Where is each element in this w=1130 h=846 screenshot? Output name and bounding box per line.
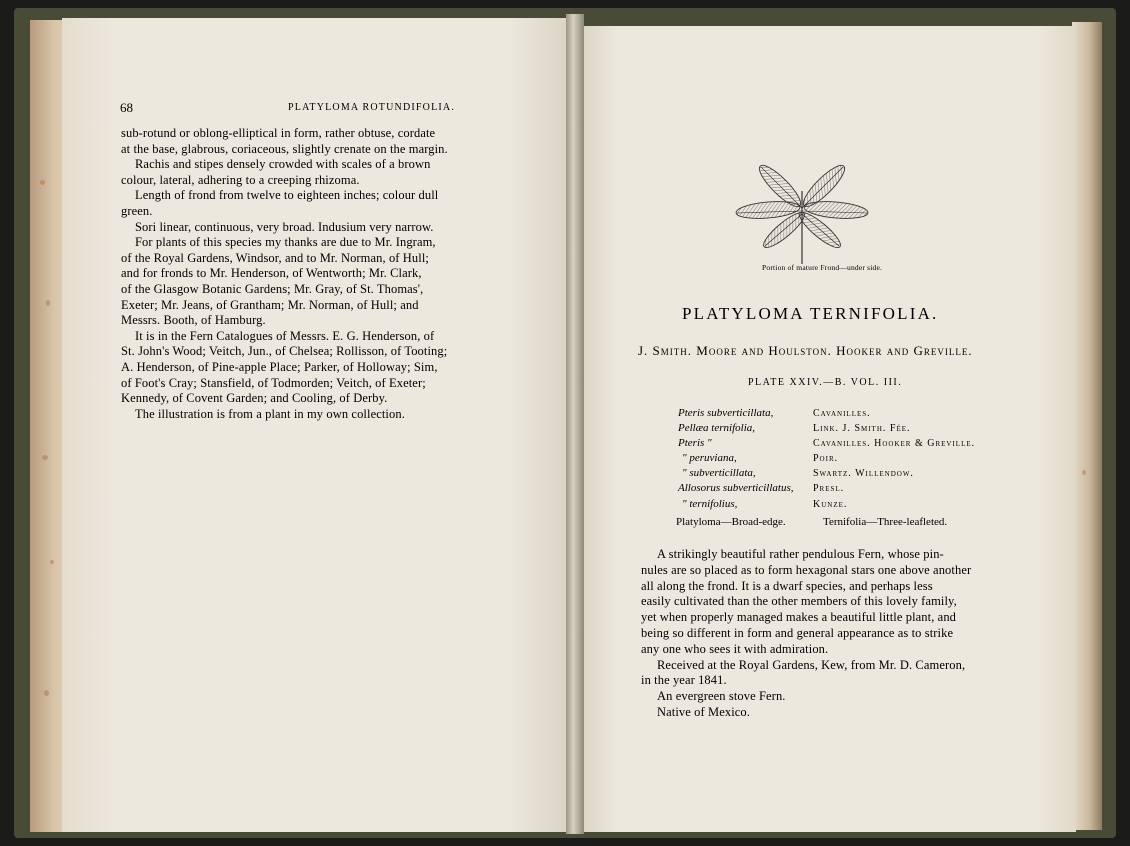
- page-title: PLATYLOMA TERNIFOLIA.: [682, 304, 939, 323]
- synonym-name: " ternifolius,: [682, 497, 738, 510]
- synonym-authority: Poir.: [813, 453, 839, 465]
- synonym-authority: Swartz. Willendow.: [813, 468, 914, 480]
- foxing-spot: [40, 180, 45, 185]
- synonym-name: Pteris ": [678, 437, 712, 450]
- fern-frond-illustration: [732, 156, 872, 266]
- right-page-edges: [1072, 22, 1102, 830]
- synonyms-names: [678, 406, 794, 512]
- text-line: An evergreen stove Fern.: [657, 689, 786, 704]
- synonym-authority: Link. J. Smith. Fée.: [813, 423, 911, 435]
- text-line: of the Royal Gardens, Windsor, and to Mr. Norman, of Hull;: [121, 250, 429, 265]
- text-line: in the year 1841.: [641, 673, 727, 688]
- left-page-text: [121, 126, 448, 422]
- text-line: colour, lateral, adhering to a creeping rhizoma.: [121, 172, 360, 187]
- authors-line: J. Smith. Moore and Houlston. Hooker and Greville.: [638, 343, 973, 358]
- synonyms-authorities: [813, 406, 975, 512]
- text-line: Rachis and stipes densely crowded with scales of a brown: [135, 157, 431, 172]
- synonym-authority: Presl.: [813, 483, 845, 495]
- synonym-authority: Cavanilles.: [813, 408, 871, 419]
- text-line: The illustration is from a plant in my own collection.: [135, 406, 405, 421]
- text-line: Received at the Royal Gardens, Kew, from Mr. D. Cameron,: [657, 657, 966, 672]
- text-line: Native of Mexico.: [657, 704, 750, 719]
- text-line: It is in the Fern Catalogues of Messrs. E. G. Henderson, of: [135, 328, 435, 343]
- synonym-authority: Cavanilles. Hooker & Greville.: [813, 438, 976, 450]
- text-line: yet when properly managed makes a beautiful little plant, and: [641, 610, 957, 625]
- text-line: St. John's Wood; Veitch, Jun., of Chelsea; Rollisson, of Tooting;: [121, 344, 448, 359]
- book-gutter: [566, 14, 584, 834]
- etymology-genus: Platyloma—Broad-edge.: [676, 516, 786, 528]
- synonym-authority: Kunze.: [813, 498, 848, 510]
- text-line: sub-rotund or oblong-elliptical in form, rather obtuse, cordate: [121, 126, 436, 140]
- foxing-spot: [44, 690, 49, 696]
- text-line: and for fronds to Mr. Henderson, of Wentworth; Mr. Clark,: [121, 266, 422, 281]
- right-page-text: [641, 547, 971, 721]
- synonym-name: " peruviana,: [682, 452, 737, 465]
- text-line: of the Glasgow Botanic Gardens; Mr. Gray, of St. Thomas',: [121, 281, 424, 296]
- text-line: Exeter; Mr. Jeans, of Grantham; Mr. Norman, of Hull; and: [121, 297, 419, 312]
- plate-reference: PLATE XXIV.—B. VOL. III.: [748, 377, 903, 388]
- synonym-name: Pellæa ternifolia,: [678, 422, 755, 435]
- synonym-name: Pteris subverticillata,: [678, 407, 774, 419]
- page-number: 68: [120, 100, 133, 115]
- text-line: Messrs. Booth, of Hamburg.: [121, 313, 266, 328]
- text-line: Kennedy, of Covent Garden; and Cooling, of Derby.: [121, 391, 388, 406]
- text-line: easily cultivated than the other members of this lovely family,: [641, 594, 957, 609]
- foxing-spot: [42, 455, 48, 460]
- foxing-spot: [46, 300, 50, 306]
- text-line: green.: [121, 203, 153, 218]
- text-line: being so different in form and general appearance as to strike: [641, 625, 954, 640]
- text-line: A strikingly beautiful rather pendulous Fern, whose pin-: [657, 547, 944, 561]
- foxing-spot: [1082, 470, 1086, 475]
- synonym-name: " subverticillata,: [682, 467, 756, 480]
- text-line: all along the frond. It is a dwarf species, and perhaps less: [641, 578, 933, 593]
- text-line: A. Henderson, of Pine-apple Place; Parker, of Holloway; Sim,: [121, 359, 438, 374]
- text-line: nules are so placed as to form hexagonal stars one above another: [641, 562, 972, 577]
- synonym-name: Allosorus subverticillatus,: [678, 482, 794, 495]
- text-line: Length of frond from twelve to eighteen inches; colour dull: [135, 188, 439, 203]
- text-line: any one who sees it with admiration.: [641, 641, 829, 656]
- text-line: Sori linear, continuous, very broad. Indusium very narrow.: [135, 219, 434, 234]
- text-line: For plants of this species my thanks are due to Mr. Ingram,: [135, 235, 436, 250]
- running-head: PLATYLOMA ROTUNDIFOLIA.: [288, 102, 456, 113]
- figure-caption: Portion of mature Frond—under side.: [762, 263, 883, 272]
- text-line: at the base, glabrous, coriaceous, slightly crenate on the margin.: [121, 141, 448, 156]
- etymology-species: Ternifolia—Three-leafleted.: [823, 516, 948, 528]
- text-line: of Foot's Cray; Stansfield, of Todmorden; Veitch, of Exeter;: [121, 375, 426, 390]
- foxing-spot: [50, 560, 54, 564]
